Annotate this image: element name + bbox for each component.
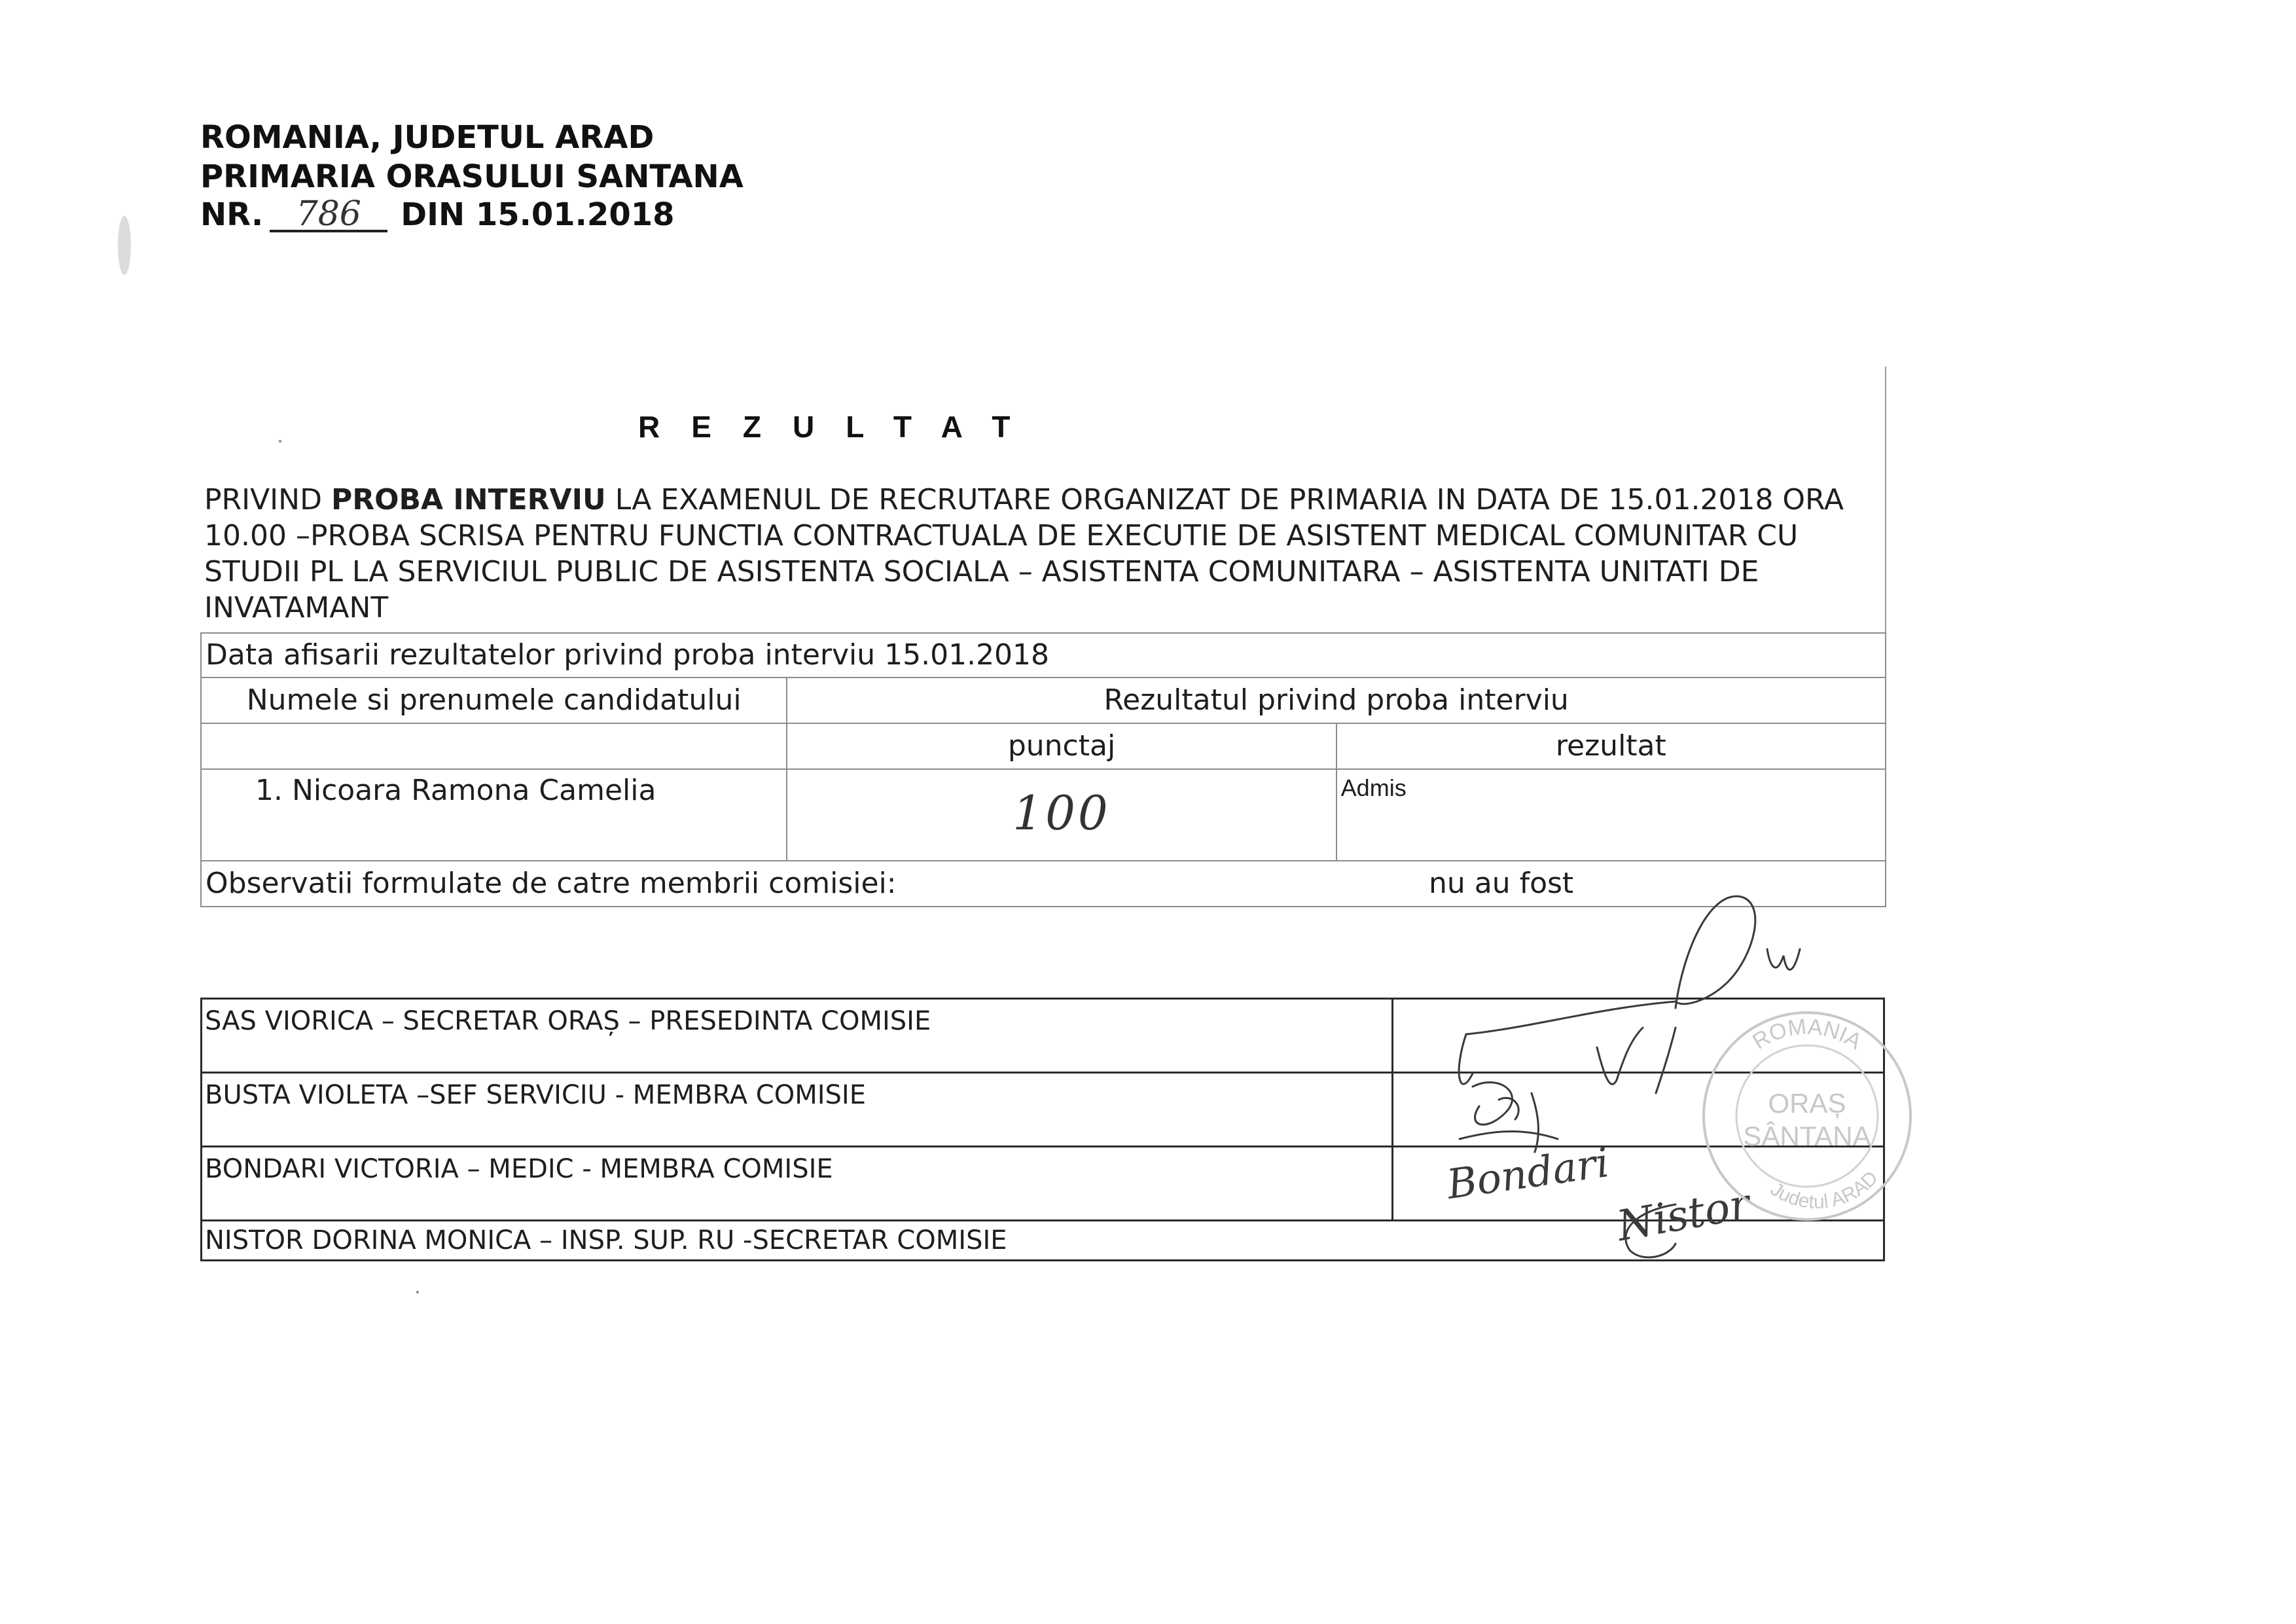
col-candidate-name: Numele si prenumele candidatului [201, 677, 787, 723]
intro-bold: PROBA INTERVIU [331, 483, 606, 516]
commission-member: BONDARI VICTORIA – MEDIC - MEMBRA COMISIE [202, 1147, 1393, 1221]
display-date-row [201, 633, 1886, 677]
header-institution: PRIMARIA ORASULUI SANTANA [200, 158, 744, 195]
commission-member: NISTOR DORINA MONICA – INSP. SUP. RU -SECRETAR COMISIE [202, 1221, 1884, 1261]
official-stamp [1699, 1008, 1915, 1224]
signature-nistor: Nistor [1613, 1180, 1754, 1252]
stamp-top-text: ROMANIA [1748, 1014, 1866, 1055]
subheader-row [201, 723, 1886, 769]
header-row [201, 677, 1886, 723]
candidate-name: 1. Nicoara Ramona Camelia [201, 769, 787, 861]
header-county: ROMANIA, JUDETUL ARAD [200, 119, 655, 156]
header-registration [200, 195, 675, 234]
document-title: REZULTAT [638, 410, 1042, 444]
col-result: rezultat [1336, 723, 1886, 769]
scan-dot [279, 440, 281, 442]
table-row [201, 769, 1886, 861]
intro-rest: LA EXAMENUL DE RECRUTARE ORGANIZAT DE PRIMARIA IN DATA DE 15.01.2018 ORA 10.00 –PROBA SCRISA PENTRU FUNCTIA CONTRACTUALA DE EXECUTIE DE ASISTENT MEDICAL COMUNITAR CU STUDII PL LA SERVICIUL PUBLIC DE ASISTENTA SOCIALA – ASISTENTA COMUNITARA – ASISTENTA UNITATI DE INVATAMANT [204, 483, 1844, 624]
col-result-group: Rezultatul privind proba interviu [787, 677, 1886, 723]
nr-handwritten-value: 786 [270, 198, 387, 232]
observations-value: nu au fost [1429, 867, 1574, 900]
display-date-cell: Data afisarii rezultatelor privind proba interviu 15.01.2018 [201, 633, 1886, 677]
scan-speck [118, 216, 131, 275]
commission-member: BUSTA VIOLETA –SEF SERVICIU - MEMBRA COMISIE [202, 1073, 1393, 1147]
issue-date: DIN 15.01.2018 [401, 196, 675, 233]
empty-cell [201, 723, 787, 769]
nr-label: NR. [200, 196, 264, 233]
observations-label: Observatii formulate de catre membrii comisiei: [206, 867, 897, 900]
intro-prefix: PRIVIND [204, 483, 322, 516]
candidate-score-handwritten: 100 [787, 769, 1336, 861]
stamp-middle-text-2: SÂNTANA [1743, 1121, 1871, 1151]
commission-member: SAS VIORICA – SECRETAR ORAȘ – PRESEDINTA COMISIE [202, 999, 1393, 1073]
intro-paragraph [204, 482, 1880, 626]
scan-dot [416, 1291, 419, 1293]
stamp-bottom-text: Judetul ARAD [1766, 1166, 1882, 1214]
stamp-middle-text: ORAȘ [1768, 1088, 1846, 1119]
signature-bondari: Bondari [1444, 1138, 1612, 1208]
results-table [200, 632, 1886, 907]
col-score: punctaj [787, 723, 1336, 769]
candidate-result: Admis [1336, 769, 1886, 861]
